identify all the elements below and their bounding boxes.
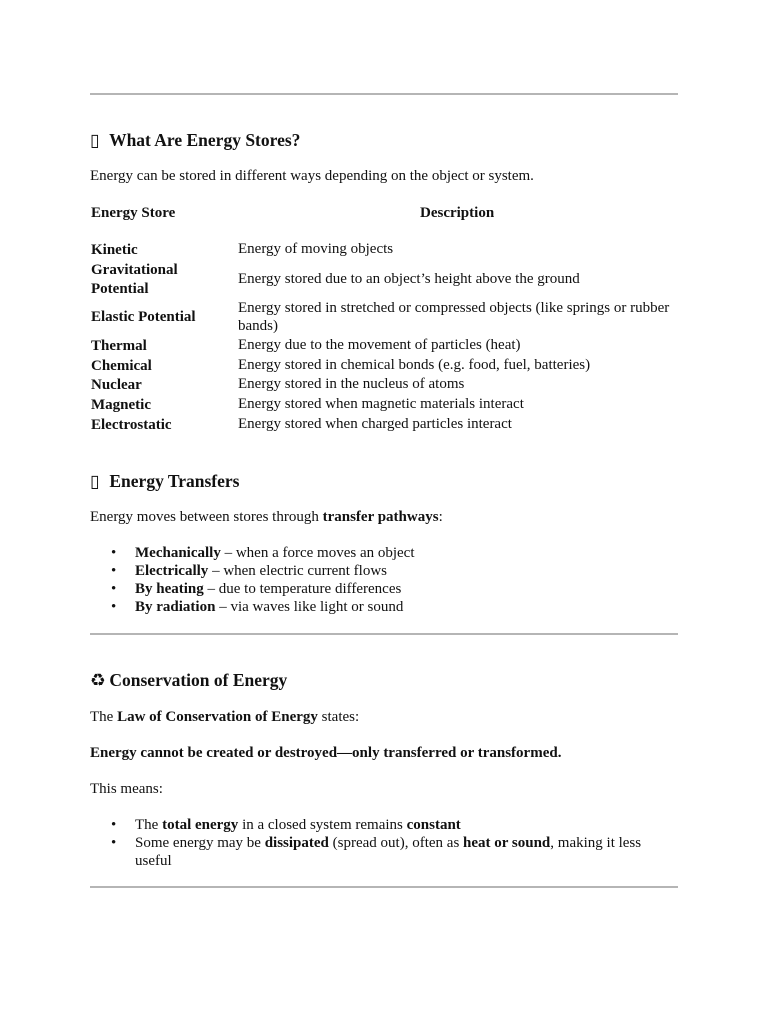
energy-store-name: Chemical	[91, 358, 152, 374]
energy-store-description: Energy stored when charged particles interact	[238, 416, 512, 432]
conservation-means: This means:	[90, 781, 163, 797]
energy-store-description: Energy due to the movement of particles (heat)	[238, 337, 521, 353]
table-header-description: Description	[420, 205, 495, 221]
energy-store-name: Gravitational Potential	[91, 262, 178, 297]
energy-store-name: Thermal	[91, 338, 147, 354]
energy-transfers-intro: Energy moves between stores through transfer pathways:	[90, 509, 443, 525]
horizontal-rule	[90, 633, 678, 635]
section-heading-energy-transfers: ▯ Energy Transfers	[90, 471, 240, 491]
energy-store-name: Elastic Potential	[91, 309, 196, 325]
energy-store-description: Energy stored in the nucleus of atoms	[238, 376, 465, 392]
energy-store-description: Energy stored when magnetic materials interact	[238, 396, 524, 412]
recycle-icon: ♻	[90, 670, 106, 690]
battery-icon: ▯	[90, 130, 100, 150]
horizontal-rule	[90, 886, 678, 888]
section-heading-conservation: ♻ Conservation of Energy	[90, 670, 288, 690]
conservation-list	[90, 816, 660, 870]
energy-store-name: Kinetic	[91, 242, 138, 258]
list-item: • The total energy in a closed system remains constant	[111, 817, 461, 833]
list-item: • By heating – due to temperature differences	[111, 581, 402, 597]
horizontal-rule	[90, 93, 678, 95]
energy-store-name: Electrostatic	[91, 417, 172, 433]
transfer-icon: ▯	[90, 471, 100, 491]
energy-store-description: Energy stored in chemical bonds (e.g. food, fuel, batteries)	[238, 357, 591, 373]
energy-stores-intro: Energy can be stored in different ways depending on the object or system.	[90, 168, 534, 184]
energy-store-description: Energy stored in stretched or compressed objects (like springs or rubber bands)	[238, 300, 670, 334]
list-item: • Mechanically – when a force moves an object	[111, 545, 415, 561]
section-heading-energy-stores: ▯ What Are Energy Stores?	[90, 130, 301, 150]
transfer-pathways-list	[90, 544, 415, 616]
list-item: • Electrically – when electric current flows	[111, 563, 387, 579]
energy-store-description: Energy stored due to an object’s height above the ground	[238, 271, 580, 287]
energy-store-name: Magnetic	[91, 397, 151, 413]
energy-store-name: Nuclear	[91, 377, 142, 393]
list-item: • Some energy may be dissipated (spread out), often as heat or sound, making it less useful	[111, 835, 642, 869]
conservation-law-intro: The Law of Conservation of Energy states:	[90, 709, 360, 725]
conservation-statement: Energy cannot be created or destroyed—only transferred or transformed.	[90, 745, 562, 761]
table-header-store: Energy Store	[91, 205, 176, 221]
energy-store-description: Energy of moving objects	[238, 241, 394, 257]
list-item: • By radiation – via waves like light or sound	[111, 599, 404, 615]
